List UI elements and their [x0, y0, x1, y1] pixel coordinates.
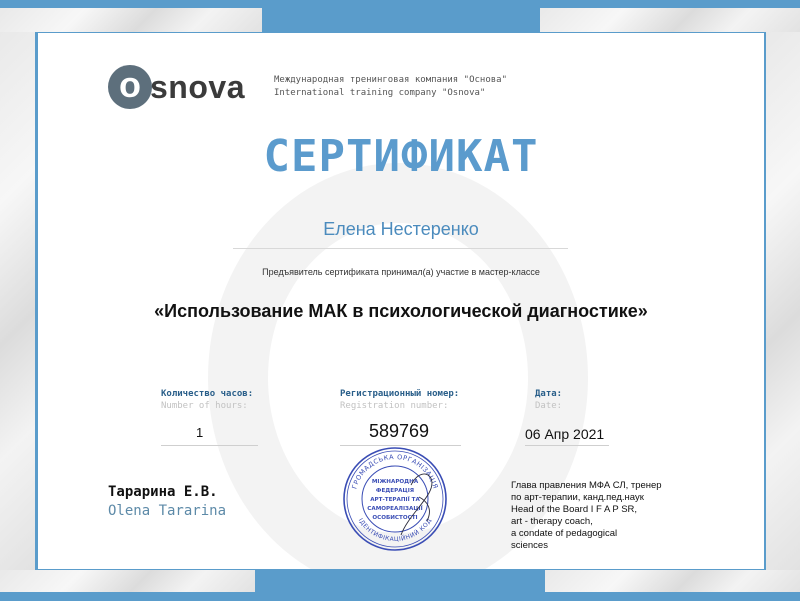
stamp-line-4: САМОРЕАЛІЗАЦІЇ — [367, 506, 423, 512]
stamp-line-1: МІЖНАРОДНА — [371, 479, 419, 485]
logo-circle-letter: o — [108, 65, 152, 109]
description-line: sciences — [511, 540, 548, 551]
participation-text: Предъявитель сертификата принимал(а) участие в мастер-классе — [262, 267, 540, 277]
hours-label: Количество часов: — [161, 389, 254, 399]
date-label: Дата: — [535, 389, 563, 399]
logo-text: snova — [150, 69, 245, 105]
marble-side-right — [766, 32, 800, 570]
stamp-line-3: АРТ-ТЕРАПІЇ ТА — [370, 497, 420, 503]
hours-underline — [161, 445, 258, 446]
company-name-en: International training company "Osnova" — [274, 88, 486, 98]
name-underline — [233, 248, 568, 249]
course-title: «Использование МАК в психологической диагностике» — [154, 301, 648, 321]
stamp-ring-bottom: ІДЕНТИФІКАЦІЙНИЙ КОД — [356, 517, 434, 544]
company-name-ru: Международная тренинговая компания "Основа" — [274, 75, 507, 85]
marble-corner-bottom-left — [0, 570, 255, 592]
signer-name-en: Olena Tararina — [108, 503, 227, 519]
description-line: по арт-терапии, канд.пед.наук — [511, 492, 644, 503]
certificate-card — [38, 33, 764, 569]
description-line: Глава правления МФА СЛ, тренер — [511, 480, 662, 491]
stamp-ring-text: ГРОМАДСЬКА ОРГАНІЗАЦІЯ — [350, 452, 440, 490]
description-line: Head of the Board I F A P SR, — [511, 504, 638, 515]
date-underline — [525, 445, 609, 446]
company-name — [274, 74, 507, 100]
date-sublabel: Date: — [535, 401, 563, 411]
recipient-name: Елена Нестеренко — [323, 219, 479, 239]
registration-label: Регистрационный номер: — [340, 389, 460, 399]
description-line: a condate of pedagogical — [511, 528, 618, 539]
certificate-title: СЕРТИФИКАТ — [263, 131, 539, 182]
hours-sublabel: Number of hours: — [161, 401, 248, 411]
date-value: 06 Апр 2021 — [525, 426, 605, 442]
hours-value: 1 — [196, 425, 204, 440]
marble-corner-top-right — [540, 8, 800, 32]
registration-sublabel: Registration number: — [340, 401, 449, 411]
registration-value: 589769 — [369, 421, 430, 441]
signer-description — [511, 480, 711, 552]
marble-corner-top-left — [0, 8, 262, 32]
marble-side-left — [0, 32, 35, 570]
signer-name-ru: Тарарина Е.В. — [108, 484, 218, 500]
description-line: art - therapy coach, — [511, 516, 593, 527]
official-stamp — [341, 445, 449, 553]
marble-corner-bottom-right — [545, 570, 800, 592]
stamp-line-5: ОСОБИСТОСТІ — [372, 515, 418, 521]
stamp-line-2: ФЕДЕРАЦІЯ — [375, 488, 415, 494]
